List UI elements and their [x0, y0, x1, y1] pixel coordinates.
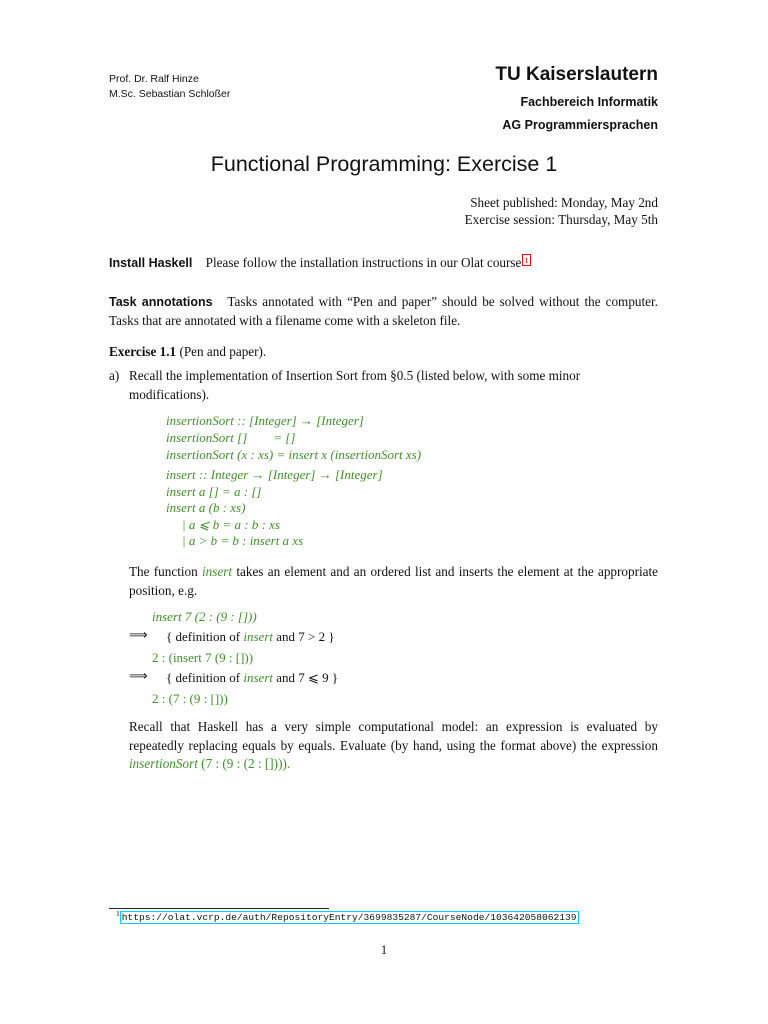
authors — [109, 72, 230, 101]
exercise-session-date: Exercise session: Thursday, May 5th — [464, 212, 658, 227]
calc-expression: insert 7 (2 : (9 : [])) — [152, 609, 257, 624]
recall-paragraph — [129, 718, 658, 774]
code-line: insert :: Integer → [Integer] → [Integer] — [166, 467, 383, 482]
group-name: AG Programmiersprachen — [502, 118, 658, 132]
footnote — [116, 909, 579, 923]
author-name: Prof. Dr. Ralf Hinze — [109, 73, 199, 85]
hint-pre: { definition of — [166, 670, 241, 685]
footnote-link[interactable]: 1 — [524, 255, 529, 265]
calc-line — [152, 650, 253, 666]
calc-hint — [166, 629, 335, 645]
sheet-published-date: Sheet published: Monday, May 2nd — [470, 195, 658, 210]
calc-line — [152, 691, 228, 707]
annotations-heading: Task annotations — [109, 295, 213, 309]
explanation-pre: The function — [129, 564, 198, 579]
department-name: Fachbereich Informatik — [520, 95, 658, 109]
code-line: insertionSort :: [Integer] → [Integer] — [166, 413, 364, 428]
author-name: M.Sc. Sebastian Schloßer — [109, 87, 231, 100]
calc-line — [152, 609, 257, 625]
annotations-section — [109, 293, 658, 330]
calc-expression: 2 : (7 : (9 : [])) — [152, 691, 228, 706]
university-name: TU Kaiserslautern — [495, 64, 658, 85]
hint-pre: { definition of — [166, 629, 241, 644]
explanation-paragraph — [129, 563, 658, 600]
annotations-text: Tasks annotated with “Pen and paper” should be solved without the computer. Tasks that are annotated with a filename come with a skeleton file. — [109, 294, 658, 328]
hint-fn: insert — [243, 670, 273, 685]
recall-expr-fn: insertionSort — [129, 756, 198, 771]
page-number: 1 — [380, 943, 388, 957]
explanation-post: takes an element and an ordered list and inserts the element at the appropriate position, e.g. — [129, 564, 659, 598]
hint-fn: insert — [243, 629, 273, 644]
code-line: insert a (b : xs) — [166, 500, 246, 515]
install-section — [109, 251, 658, 273]
code-line: insertionSort (x : xs) = insert x (insertionSort xs) — [166, 447, 422, 462]
task-text: Recall the implementation of Insertion Sort from §0.5 (listed below, with some minor modifications). — [129, 368, 581, 402]
page-title: Functional Programming: Exercise 1 — [210, 152, 558, 176]
calc-hint — [166, 670, 338, 686]
implies-arrow: ⟹ — [129, 628, 148, 643]
install-heading: Install Haskell — [109, 256, 193, 270]
explanation-fn: insert — [202, 564, 233, 579]
implies-arrow: ⟹ — [129, 669, 148, 684]
recall-expr-rest: (7 : (9 : (2 : []))). — [201, 756, 291, 771]
code-line: insertionSort [] = [] — [166, 430, 296, 445]
code-line: | a > b = b : insert a xs — [182, 533, 304, 548]
footnote-number: 1 — [116, 909, 120, 918]
exercise-heading — [109, 344, 266, 360]
hint-post: and 7 > 2 } — [276, 629, 335, 644]
task-marker: a) — [109, 368, 120, 383]
install-text: Please follow the installation instructions in our Olat course — [205, 255, 522, 270]
exercise-label: Exercise 1.1 — [109, 344, 177, 359]
recall-text: Recall that Haskell has a very simple computational model: an expression is evaluated by repeatedly replacing equals by equals. Evaluate (by hand, using the format above) the expression — [129, 719, 658, 753]
calc-expression: 2 : (insert 7 (9 : [])) — [152, 650, 254, 665]
footnote-url-link[interactable]: https://olat.vcrp.de/auth/RepositoryEntry/3699835287/CourseNode/103642058062139 — [121, 912, 577, 923]
code-line: insert a [] = a : [] — [166, 484, 262, 499]
hint-post: and 7 ⩽ 9 } — [276, 670, 339, 685]
exercise-annotation: (Pen and paper). — [179, 344, 267, 359]
code-line: | a ⩽ b = a : b : xs — [182, 517, 280, 532]
task-a — [109, 367, 658, 404]
